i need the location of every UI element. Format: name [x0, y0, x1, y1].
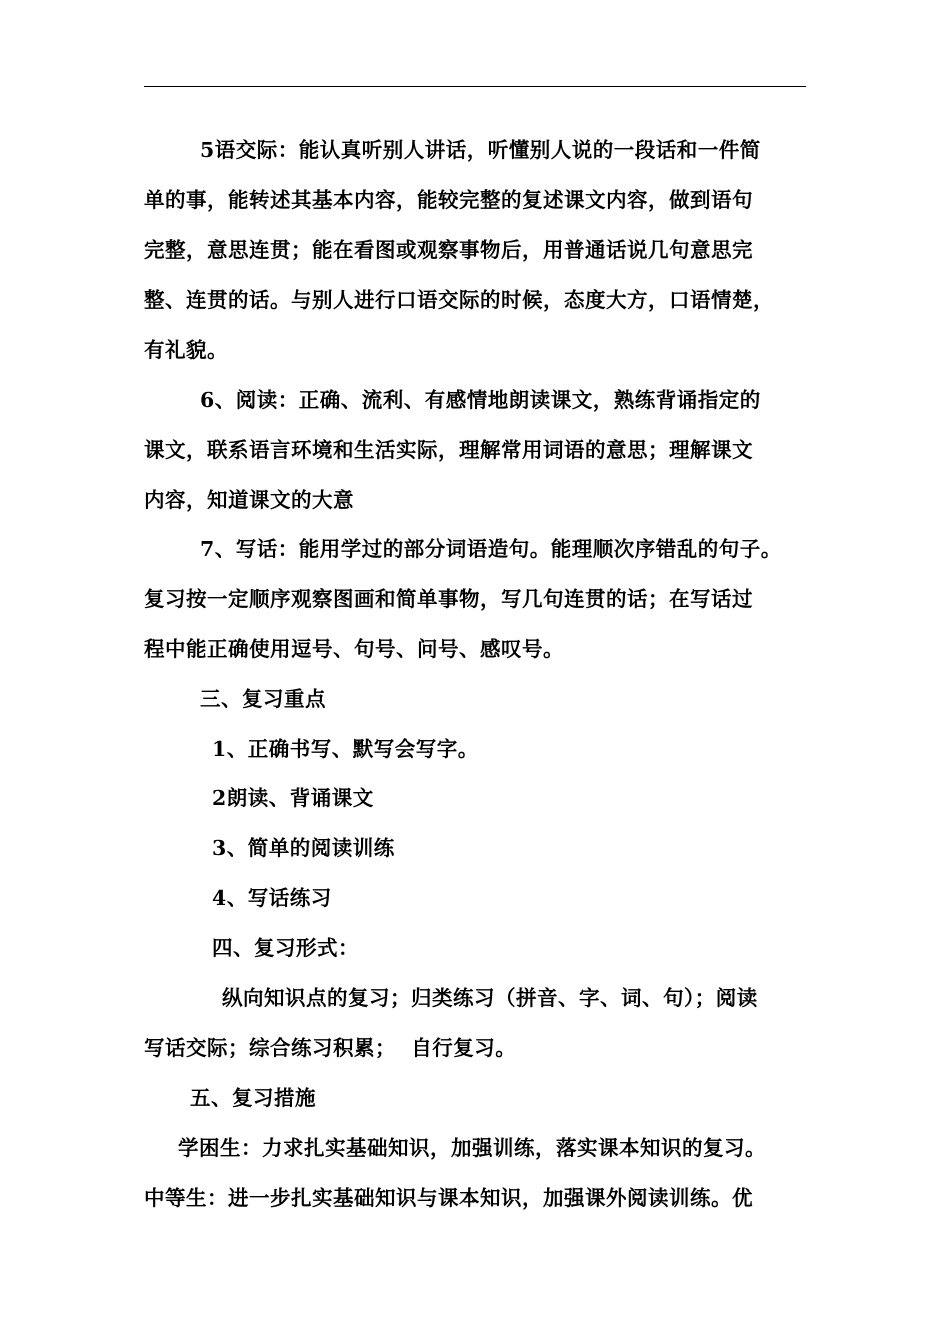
text-line-5: 有礼貌。	[144, 338, 228, 362]
text-line-6: 6、阅读：正确、流利、有感情地朗读课文，熟练背诵指定的	[200, 388, 761, 412]
text-line-18: 纵向知识点的复习；归类练习（拼音、字、词、句）；阅读	[222, 986, 758, 1010]
text-line-1: 5语交际：能认真听别人讲话，听懂别人说的一段话和一件简	[200, 138, 761, 162]
section-heading-3: 三、复习重点	[200, 687, 326, 711]
text-line-2: 单的事，能转述其基本内容，能较完整的复述课文内容，做到语句	[144, 188, 753, 212]
text-line-19: 写话交际；综合练习积累； 自行复习。	[144, 1036, 517, 1060]
text-line-21: 学困生：力求扎实基础知识，加强训练，落实课本知识的复习。	[178, 1136, 766, 1160]
section-heading-4: 四、复习形式：	[212, 936, 359, 960]
text-line-22: 中等生：进一步扎实基础知识与课本知识，加强课外阅读训练。优	[144, 1186, 753, 1210]
text-line-11: 程中能正确使用逗号、句号、问号、感叹号。	[144, 637, 564, 661]
list-item-3: 3、简单的阅读训练	[212, 836, 395, 860]
text-line-7: 课文，联系语言环境和生活实际，理解常用词语的意思；理解课文	[144, 438, 753, 462]
list-item-2: 2朗读、背诵课文	[212, 786, 374, 810]
header-rule	[144, 86, 806, 87]
text-line-8: 内容，知道课文的大意	[144, 488, 354, 512]
text-line-9: 7、写话：能用学过的部分词语造句。能理顺次序错乱的句子。	[200, 537, 782, 561]
text-line-4: 整、连贯的话。与别人进行口语交际的时候，态度大方，口语情楚，	[144, 288, 774, 312]
text-line-10: 复习按一定顺序观察图画和简单事物，写几句连贯的话；在写话过	[144, 587, 753, 611]
section-heading-5: 五、复习措施	[190, 1086, 316, 1110]
text-line-3: 完整，意思连贯；能在看图或观察事物后，用普通话说几句意思完	[144, 238, 753, 262]
list-item-1: 1、正确书写、默写会写字。	[212, 737, 479, 761]
list-item-4: 4、写话练习	[212, 886, 332, 910]
